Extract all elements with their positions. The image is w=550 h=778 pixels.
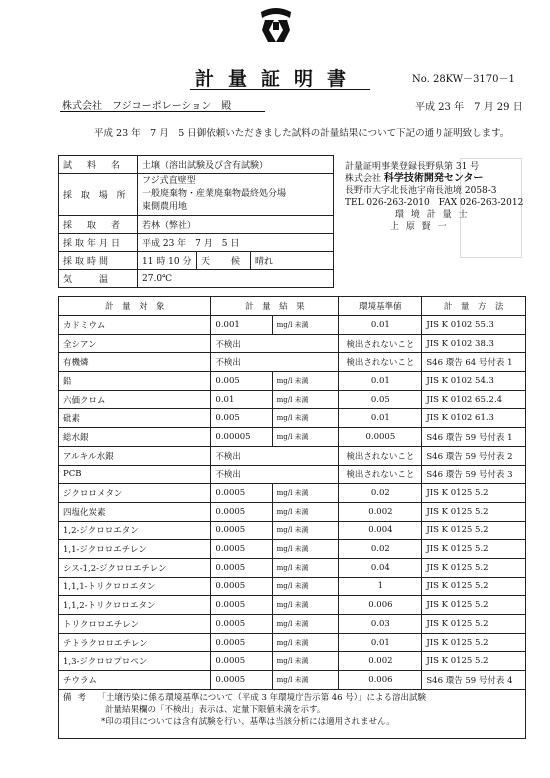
result-value: 0.00005	[211, 428, 272, 447]
result-item: 全シアン	[59, 334, 211, 353]
remarks-cell	[59, 689, 526, 738]
document-title: 計量証明書	[195, 68, 361, 90]
site-label: 採 取 場 所	[59, 174, 138, 216]
result-unit: mg/l 未満	[272, 428, 339, 447]
result-item: トリクロロエチレン	[59, 615, 211, 634]
result-row	[59, 540, 526, 559]
company-prefix: 株式会社	[345, 174, 382, 184]
result-unit: mg/l 未満	[272, 372, 339, 391]
result-method: JIS K 0125 5.2	[422, 558, 526, 577]
result-method: JIS K 0102 38.3	[422, 334, 526, 353]
results-header-row	[59, 297, 526, 316]
result-standard: 0.004	[339, 521, 422, 540]
result-unit: mg/l 未満	[272, 615, 339, 634]
result-value: 0.0005	[211, 633, 272, 652]
result-item: 1,3-ジクロロプロペン	[59, 652, 211, 671]
result-value: 0.0005	[211, 596, 272, 615]
result-standard: 0.006	[339, 671, 422, 690]
company-name: 科学技術開発センター	[383, 173, 484, 184]
result-value: 0.0005	[211, 484, 272, 503]
result-method: JIS K 0125 5.2	[422, 540, 526, 559]
result-item: 1,1-ジクロロエチレン	[59, 540, 211, 559]
header-standard: 環境基準値	[339, 297, 422, 316]
measurer-name: 上 原 賢 一	[390, 222, 449, 232]
result-standard: 0.002	[339, 652, 422, 671]
result-standard: 1	[339, 577, 422, 596]
result-unit: mg/l 未満	[272, 390, 339, 409]
result-row	[59, 521, 526, 540]
result-standard: 0.01	[339, 633, 422, 652]
result-unit: mg/l 未満	[272, 521, 339, 540]
site-line: フジ式直壁型	[142, 176, 196, 186]
result-row	[59, 615, 526, 634]
result-unit: mg/l 未満	[272, 540, 339, 559]
result-standard: 0.0005	[339, 428, 422, 447]
weather-label: 天 候	[197, 252, 251, 270]
result-row	[59, 390, 526, 409]
result-method: JIS K 0125 5.2	[422, 577, 526, 596]
result-value: 0.0005	[211, 558, 272, 577]
result-unit: mg/l 未満	[272, 316, 339, 335]
time-value: 11 時 10 分	[138, 252, 197, 270]
remarks-line: *印の項目については含有試験を行い、基準は当該分析には適用されません。	[101, 716, 395, 727]
result-value: 0.005	[211, 372, 272, 391]
result-row	[59, 596, 526, 615]
certification-mark-icon	[256, 6, 296, 44]
result-item: アルキル水銀	[59, 446, 211, 465]
result-item: 四塩化炭素	[59, 502, 211, 521]
result-value: 0.0005	[211, 521, 272, 540]
result-row	[59, 577, 526, 596]
result-value: 0.0005	[211, 540, 272, 559]
result-row	[59, 409, 526, 428]
issue-date: 平成 23 年 7 月 29 日	[415, 102, 523, 113]
result-method: JIS K 0125 5.2	[422, 502, 526, 521]
result-method: JIS K 0125 5.2	[422, 521, 526, 540]
company-address: 長野市大字北長池宇南長池境 2058-3	[345, 186, 497, 196]
result-standard: 検出されないこと	[339, 353, 422, 372]
issuer-block	[345, 161, 523, 233]
remarks-line: 計量結果欄の「不検出」表示は、定量下限値未満を示す。	[105, 704, 326, 715]
result-standard: 検出されないこと	[339, 465, 422, 484]
addressee-underline	[60, 111, 265, 112]
result-method: JIS K 0125 5.2	[422, 596, 526, 615]
result-unit: mg/l 未満	[272, 577, 339, 596]
result-method: JIS K 0102 55.3	[422, 316, 526, 335]
result-value: 0.0005	[211, 671, 272, 690]
result-unit: mg/l 未満	[272, 484, 339, 503]
result-unit: mg/l 未満	[272, 633, 339, 652]
addressee: 株式会社 フジコーポレーション 殿	[62, 101, 232, 112]
result-standard: 検出されないこと	[339, 446, 422, 465]
result-standard: 0.05	[339, 390, 422, 409]
result-item: カドミウム	[59, 316, 211, 335]
result-row	[59, 633, 526, 652]
result-standard: 0.002	[339, 502, 422, 521]
title-underline	[190, 89, 370, 90]
result-value: 0.001	[211, 316, 272, 335]
result-unit: mg/l 未満	[272, 502, 339, 521]
result-row	[59, 465, 526, 484]
result-value: 不検出	[211, 446, 339, 465]
site-value	[138, 174, 334, 216]
registration-number: 計量証明事業登録長野県第 31 号	[345, 162, 480, 172]
result-value: 不検出	[211, 334, 339, 353]
result-item: シス-1,2-ジクロロエチレン	[59, 558, 211, 577]
result-value: 0.01	[211, 390, 272, 409]
result-item: 1,1,1-トリクロロエタン	[59, 577, 211, 596]
result-item: テトラクロロエチレン	[59, 633, 211, 652]
date-label: 採取年月日	[59, 234, 138, 252]
result-standard: 0.02	[339, 484, 422, 503]
intro-text: 平成 23 年 7 月 5 日御依頼いただきました試料の計量結果について下記の通り証明致します。	[94, 128, 510, 139]
result-method: S46 環告 64 号付表 1	[422, 353, 526, 372]
remarks-label: 備考	[63, 692, 93, 703]
result-standard: 0.006	[339, 596, 422, 615]
result-item: 総水銀	[59, 428, 211, 447]
result-method: S46 環告 59 号付表 4	[422, 671, 526, 690]
header-item: 計 量 対 象	[59, 297, 211, 316]
result-item: 砒素	[59, 409, 211, 428]
result-standard: 0.03	[339, 615, 422, 634]
sample-name: 土壌（溶出試験及び含有試験）	[138, 156, 334, 174]
result-method: JIS K 0102 65.2.4	[422, 390, 526, 409]
measurer-title: 環 境 計 量 士	[395, 210, 470, 220]
company-phone: TEL 026-263-2010 FAX 026-263-2012	[345, 198, 524, 208]
result-standard: 0.01	[339, 316, 422, 335]
result-standard: 0.01	[339, 409, 422, 428]
result-row	[59, 446, 526, 465]
result-item: 1,2-ジクロロエタン	[59, 521, 211, 540]
result-row	[59, 484, 526, 503]
result-row	[59, 428, 526, 447]
result-method: JIS K 0102 61.3	[422, 409, 526, 428]
result-row	[59, 502, 526, 521]
result-unit: mg/l 未満	[272, 409, 339, 428]
result-standard: 0.01	[339, 372, 422, 391]
site-line: 東側農用地	[142, 202, 188, 212]
result-value: 不検出	[211, 353, 339, 372]
result-value: 0.0005	[211, 652, 272, 671]
result-row	[59, 558, 526, 577]
result-item: チウラム	[59, 671, 211, 690]
time-label: 採取時間	[59, 252, 138, 270]
result-standard: 0.02	[339, 540, 422, 559]
result-value: 0.005	[211, 409, 272, 428]
result-method: S46 環告 59 号付表 2	[422, 446, 526, 465]
header-method: 計 量 方 法	[422, 297, 526, 316]
result-row	[59, 372, 526, 391]
result-method: JIS K 0125 5.2	[422, 615, 526, 634]
result-row	[59, 334, 526, 353]
results-table	[58, 296, 526, 739]
result-item: 有機燐	[59, 353, 211, 372]
result-unit: mg/l 未満	[272, 652, 339, 671]
sample-info-table	[58, 155, 334, 288]
temp-value: 27.0℃	[138, 270, 334, 288]
result-row	[59, 652, 526, 671]
remarks-row	[59, 689, 526, 738]
date-value: 平成 23 年 7 月 5 日	[138, 234, 334, 252]
result-value: 0.0005	[211, 502, 272, 521]
result-method: JIS K 0102 54.3	[422, 372, 526, 391]
result-method: JIS K 0125 5.2	[422, 484, 526, 503]
result-standard: 検出されないこと	[339, 334, 422, 353]
result-value: 0.0005	[211, 577, 272, 596]
result-item: ジクロロメタン	[59, 484, 211, 503]
temp-label: 気 温	[59, 270, 138, 288]
result-unit: mg/l 未満	[272, 671, 339, 690]
result-method: S46 環告 59 号付表 1	[422, 428, 526, 447]
site-line: 一般廃棄物・産業廃棄物最終処分場	[142, 189, 287, 199]
result-row	[59, 353, 526, 372]
result-unit: mg/l 未満	[272, 596, 339, 615]
result-item: PCB	[59, 465, 211, 484]
document-number: No. 28KW－3170－1	[412, 74, 515, 85]
result-value: 不検出	[211, 465, 339, 484]
result-row	[59, 316, 526, 335]
remarks-line: 「土壌汚染に係る環境基準について（平成 3 年環境庁告示第 46 号）」による溶出試験	[97, 692, 427, 703]
weather-value: 晴れ	[251, 252, 334, 270]
result-item: 1,1,2-トリクロロエタン	[59, 596, 211, 615]
result-unit: mg/l 未満	[272, 558, 339, 577]
header-result: 計 量 結 果	[211, 297, 339, 316]
result-item: 鉛	[59, 372, 211, 391]
result-standard: 0.04	[339, 558, 422, 577]
sampler-label: 採 取 者	[59, 216, 138, 234]
result-value: 0.0005	[211, 615, 272, 634]
result-row	[59, 671, 526, 690]
result-method: S46 環告 59 号付表 3	[422, 465, 526, 484]
sample-name-label: 試 料 名	[59, 156, 138, 174]
result-method: JIS K 0125 5.2	[422, 633, 526, 652]
result-method: JIS K 0125 5.2	[422, 652, 526, 671]
sampler-value: 若林（弊社）	[138, 216, 334, 234]
result-item: 六価クロム	[59, 390, 211, 409]
